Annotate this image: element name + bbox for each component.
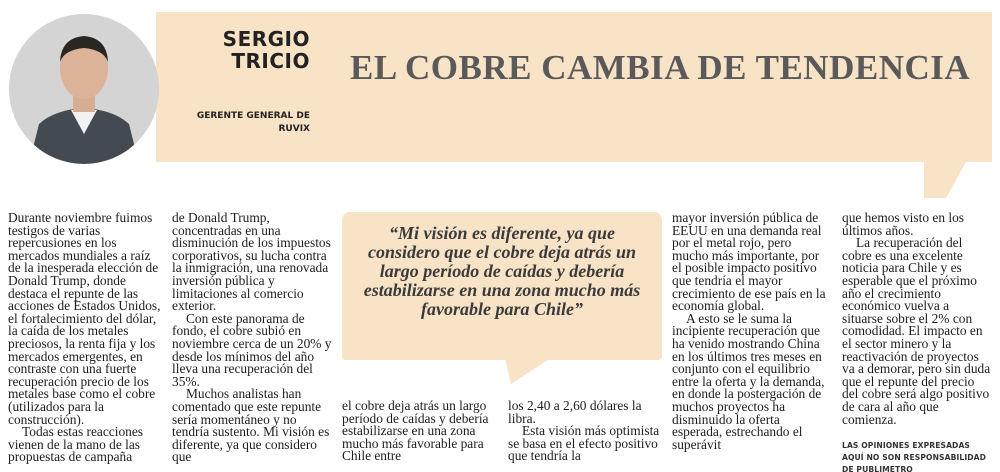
- author-name: [200, 28, 310, 72]
- author-role-line2: RUVIX: [278, 124, 310, 134]
- author-photo: [9, 14, 159, 164]
- paragraph: que hemos visto en los últimos años.: [842, 210, 964, 238]
- paragraph: el cobre deja atrás un largo período de caídas y debería estabilizarse en una zona mucho más favorable para Chile entre: [342, 398, 489, 464]
- pull-quote-tail: [505, 358, 551, 384]
- paragraph: La recuperación del cobre es una excelente noticia para Chile y es esperable que el próximo año el crecimiento económico vuelva a situarse sobre el 2% con comodidad. El impacto en el sector minero y la reactivación de proyectos va a demorar, pero sin duda que el repunte del precio del cobre será algo positivo de cara al año que comienza.: [842, 235, 991, 427]
- author-role-line1: GERENTE GENERAL DE: [196, 111, 310, 121]
- paragraph: Durante noviembre fuimos testigos de varias repercusiones en los mercados mundiales a raíz de la inesperada elección de Donald Trump, donde destaca el repunte de las acciones de Estados Unidos, el fortalecimiento del dólar, la caída de los metales preciosos, la renta fija y los mercados emergentes, en contraste con una fuerte recuperación precio de los metales base como el cobre (utilizados para la construcción).: [8, 210, 161, 427]
- article-headline: EL COBRE CAMBIA DE TENDENCIA: [350, 48, 971, 87]
- column-4: [672, 212, 827, 451]
- paragraph: Muchos analistas han comentado que este repunte sería momentáneo y no tendría sustento. Mi visión es diferente, ya que considero que: [172, 386, 330, 465]
- paragraph: mayor inversión pública de EEUU en una demanda real por el metal rojo, pero mucho más importante, por el posible impacto positivo que tendría el mayor crecimiento de ese país en la economía global.: [672, 210, 826, 314]
- column-2: [172, 212, 332, 464]
- header-speech-tail: [924, 158, 968, 198]
- paragraph: Todas estas reacciones vienen de la mano de las propuestas de campaña: [8, 424, 144, 465]
- column-3a: [342, 400, 497, 463]
- paragraph: de Donald Trump, concentradas en una disminución de los impuestos corporativos, su lucha contra la inmigración, una renovada inversión pública y limitaciones al comercio exterior.: [172, 210, 331, 314]
- paragraph: Con este panorama de fondo, el cobre subió en noviembre cerca de un 20% y desde los mínimos del año lleva una recuperación del 35%.: [172, 310, 332, 389]
- author-role: [190, 110, 310, 136]
- paragraph: Esta visión más optimista se basa en el efecto positivo que tendría la: [508, 423, 660, 464]
- author-last-name: TRICIO: [231, 49, 310, 73]
- author-first-name: SERGIO: [222, 27, 310, 51]
- disclaimer: LAS OPINIONES EXPRESADAS AQUÍ NO SON RESPONSABILIDAD DE PUBLIMETRO: [842, 441, 987, 472]
- column-5: [842, 212, 992, 426]
- column-3b: [508, 400, 663, 463]
- column-1: [8, 212, 163, 464]
- paragraph: los 2,40 a 2,60 dólares la libra.: [508, 398, 642, 426]
- pull-quote: “Mi visión es diferente, ya que considero que el cobre deja atrás un largo período de caídas y debería estabilizarse en una zona mucho más favorable para Chile”: [363, 223, 641, 319]
- paragraph: A esto se le suma la incipiente recuperación que ha venido mostrando China en los últimos tres meses en conjunto con el equilibrio entre la oferta y la demanda, en donde la postergación de muchos proyectos ha disminuido la oferta esperada, estrechando el superávit: [672, 310, 825, 452]
